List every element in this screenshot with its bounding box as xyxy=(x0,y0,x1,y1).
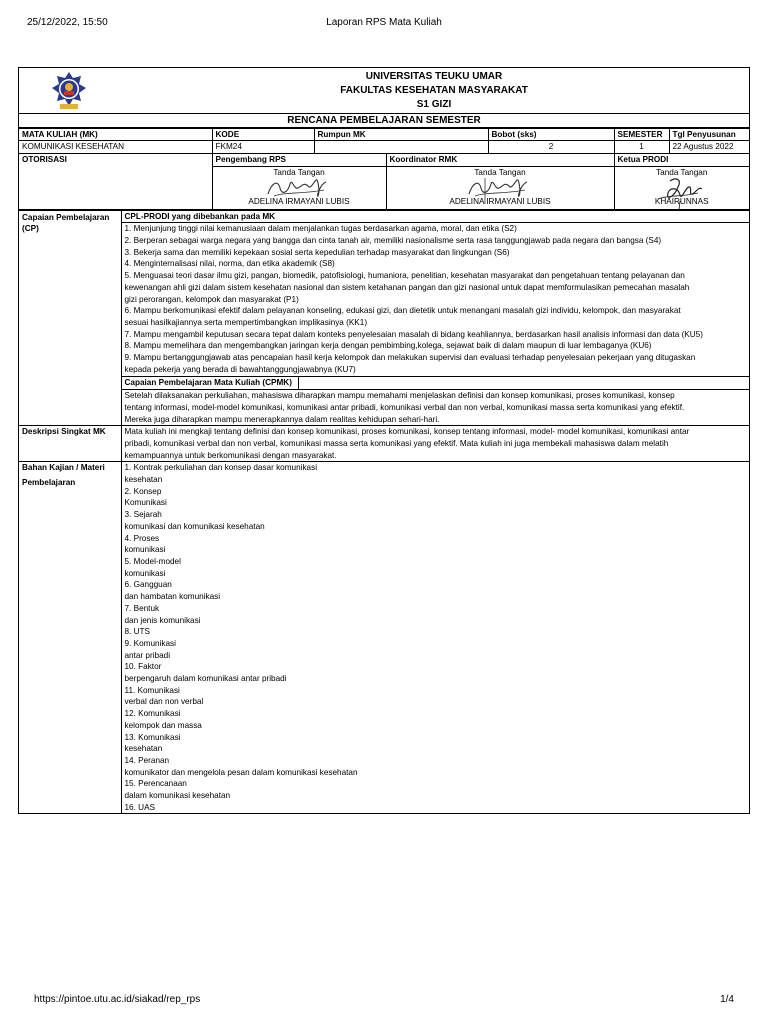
cpl-item: 8. Mampu memelihara dan mengembangkan jaringan kerja dengan pembimbing,kolega, sejawat baik di dalam maupun di luar lembaganya (KU6) xyxy=(124,341,652,351)
institution-names xyxy=(119,68,749,113)
header-bobot: Bobot (sks) xyxy=(488,128,614,141)
bahan-line: 4. Proses xyxy=(124,533,160,543)
pengembang-signature-cell xyxy=(212,166,386,209)
bahan-line: 8. UTS xyxy=(124,627,150,637)
bahan-list xyxy=(121,462,749,814)
cpl-item: 4. Menginternalisasi nilai, norma, dan etika akademik (S8) xyxy=(124,259,335,269)
cp-label: Capaian Pembelajaran (CP) xyxy=(19,210,121,426)
print-title: Laporan RPS Mata Kuliah xyxy=(326,17,442,28)
bahan-line: 2. Konsep xyxy=(124,486,162,496)
deskripsi-line: pribadi, komunikasi verbal dan non verbal, komunikasi massa serta komunikasi yang efektif. Mata kuliah ini juga membekali mahasiswa dalam melatih xyxy=(124,438,669,448)
bahan-line: 6. Gangguan xyxy=(124,580,172,590)
print-url: https://pintoe.utu.ac.id/siakad/rep_rps xyxy=(34,994,201,1005)
print-page-number: 1/4 xyxy=(720,994,734,1005)
identity-table xyxy=(19,68,749,128)
cpmk-text xyxy=(121,390,749,426)
bahan-line: kelompok dan massa xyxy=(124,720,202,730)
university-name: UNIVERSITAS TEUKU UMAR xyxy=(365,71,503,82)
header-mk: MATA KULIAH (MK) xyxy=(19,128,212,141)
faculty-name: FAKULTAS KESEHATAN MASYARAKAT xyxy=(340,85,528,96)
program-name: S1 GIZI xyxy=(416,99,452,110)
header-semester: SEMESTER xyxy=(614,128,669,141)
bahan-line: 12. Komunikasi xyxy=(124,709,181,719)
course-code: FKM24 xyxy=(212,141,314,154)
rps-document xyxy=(18,67,750,814)
bahan-line: kesehatan xyxy=(124,475,163,485)
bahan-line: kesehatan xyxy=(124,744,163,754)
course-info-table xyxy=(19,128,749,210)
bahan-line: komunikasi dan komunikasi kesehatan xyxy=(124,521,265,531)
bahan-label-line: Bahan Kajian / Materi xyxy=(22,463,105,473)
bahan-line: Komunikasi xyxy=(124,498,167,508)
cpl-item: gizi perorangan, kelompok dan masyarakat (P1) xyxy=(124,294,299,304)
bahan-line: 15. Perencanaan xyxy=(124,779,187,789)
cpl-item: 6. Mampu berkomunikasi efektif dalam pelayanan konseling, edukasi gizi, dan dietetik untuk menangani masalah gizi individu, kelompok, dan masyarakat xyxy=(124,306,681,316)
logo-cell xyxy=(19,68,119,113)
bahan-line: berpengaruh dalam komunikasi antar pribadi xyxy=(124,674,287,684)
university-logo-icon xyxy=(51,71,87,111)
cpl-item: kepada pekerja yang berada di bawahtanggungjawabnya (KU7) xyxy=(124,364,356,374)
cpl-item: kewenangan ahli gizi dalam sistem kesehatan nasional dan sistem ketahanan pangan dan gizi nasional untuk dapat memformulasikan pemecahan masalah xyxy=(124,282,690,292)
cpmk-title-text: Capaian Pembelajaran Mata Kuliah (CPMK) xyxy=(125,377,299,389)
cpl-item: sesuai hasilkajiannya serta mempertimbangkan implikasinya (KK1) xyxy=(124,317,368,327)
cpl-prodi-list xyxy=(121,223,749,377)
ketua-name: KHAIRUNNAS xyxy=(654,196,709,206)
bahan-line: 7. Bentuk xyxy=(124,603,160,613)
bahan-line: verbal dan non verbal xyxy=(124,697,204,707)
bahan-line: 9. Komunikasi xyxy=(124,638,176,648)
cpl-item: 2. Berperan sebagai warga negara yang bangga dan cinta tanah air, memiliki nasionalisme serta rasa tanggungjawab pada negara dan bangsa (S4) xyxy=(124,236,662,246)
bahan-line: 10. Faktor xyxy=(124,662,162,672)
print-datetime: 25/12/2022, 15:50 xyxy=(27,17,108,28)
bahan-label xyxy=(19,462,121,814)
header-tgl: Tgl Penyusunan xyxy=(669,128,749,141)
cpl-item: 5. Menguasai teori dasar ilmu gizi, pangan, biomedik, patofisiologi, humaniora, penelitian, kesehatan masyarakat dan pengetahuan tentang pelayanan dan xyxy=(124,271,685,281)
ttd-label: Tanda Tangan xyxy=(474,167,526,177)
bahan-line: 1. Kontrak perkuliahan dan konsep dasar komunikasi xyxy=(124,463,318,473)
header-rumpun: Rumpun MK xyxy=(314,128,488,141)
deskripsi-label: Deskripsi Singkat MK xyxy=(19,426,121,462)
bahan-line: dan hambatan komunikasi xyxy=(124,592,221,602)
ketua-label: Ketua PRODI xyxy=(614,153,749,166)
cpmk-line: Mereka juga diharapkan mampu menerapkannya dalam realitas kehidupan sehari-hari. xyxy=(124,414,440,424)
course-rumpun xyxy=(314,141,488,154)
bahan-line: 5. Model-model xyxy=(124,557,181,566)
bahan-line: dalam komunikasi kesehatan xyxy=(124,791,231,801)
ttd-label: Tanda Tangan xyxy=(656,167,708,177)
bahan-line: 11. Komunikasi xyxy=(124,685,180,695)
cpmk-line: Setelah dilaksanakan perkuliahan, mahasiswa diharapkan mampu memahami menjelaskan definisi dan konsep komunikasi, proses komunikasi, konsep xyxy=(124,391,675,401)
course-date: 22 Agustus 2022 xyxy=(669,141,749,154)
bahan-line: 3. Sejarah xyxy=(124,510,162,520)
deskripsi-line: Mata kuliah ini mengkaji tentang definisi dan konsep komunikasi, proses komunikasi, konsep tentang informasi, model- model komunikasi, komunikasi antar xyxy=(124,427,690,437)
cpmk-title xyxy=(121,377,749,390)
bahan-label-line: Pembelajaran xyxy=(22,478,76,488)
bahan-line: 13. Komunikasi xyxy=(124,732,181,742)
course-semester: 1 xyxy=(614,141,669,154)
cpl-item: 9. Mampu bertanggungjawab atas pencapaian hasil kerja kelompok dan melakukan supervisi dan evaluasi terhadap penyelesaian pekerjaan yang ditugaskan xyxy=(124,353,696,363)
cpl-prodi-title: CPL-PRODI yang dibebankan pada MK xyxy=(121,210,749,223)
bahan-line: antar pribadi xyxy=(124,650,171,660)
cpl-item: 1. Menjunjung tinggi nilai kemanusiaan dalam menjalankan tugas berdasarkan agama, moral, dan etika (S2) xyxy=(124,224,517,234)
ketua-signature-cell xyxy=(614,166,749,209)
deskripsi-line: kemampuannya untuk berkomunikasi dengan masyarakat. xyxy=(124,450,337,460)
cpmk-line: tentang informasi, model-model komunikasi, komunikasi antar pribadi, komunikasi verbal dan non verbal, komunikasi massa serta komunikasi yang efektif. xyxy=(124,402,685,412)
ttd-label: Tanda Tangan xyxy=(273,167,325,177)
deskripsi-text xyxy=(121,426,749,462)
course-name: KOMUNIKASI KESEHATAN xyxy=(19,141,212,154)
bahan-line: komunikasi xyxy=(124,545,166,555)
bahan-line: 14. Peranan xyxy=(124,755,170,765)
pengembang-name: ADELINA IRMAYANI LUBIS xyxy=(248,196,350,206)
document-title: RENCANA PEMBELAJARAN SEMESTER xyxy=(19,113,749,127)
otorisasi-label: OTORISASI xyxy=(19,153,212,209)
cpl-item: 3. Bekerja sama dan memiliki kepekaan sosial serta kepedulian terhadap masyarakat dan lingkungan (S6) xyxy=(124,247,510,257)
course-bobot: 2 xyxy=(488,141,614,154)
pengembang-label: Pengembang RPS xyxy=(212,153,386,166)
bahan-line: 16. UAS xyxy=(124,802,155,812)
cpl-item: 7. Mampu mengambil keputusan secara tepat dalam konteks penyelesaian masalah di bidang keahliannya, berdasarkan hasil analisis informasi dan data (KU5) xyxy=(124,329,703,339)
koordinator-name: ADELINA IRMAYANI LUBIS xyxy=(449,196,551,206)
bahan-line: dan jenis komunikasi xyxy=(124,615,201,625)
header-kode: KODE xyxy=(212,128,314,141)
bahan-line: komunikasi xyxy=(124,568,166,578)
bahan-line: komunikator dan mengelola pesan dalam komunikasi kesehatan xyxy=(124,767,358,777)
koordinator-label: Koordinator RMK xyxy=(386,153,614,166)
content-table xyxy=(19,210,749,814)
koordinator-signature-cell xyxy=(386,166,614,209)
